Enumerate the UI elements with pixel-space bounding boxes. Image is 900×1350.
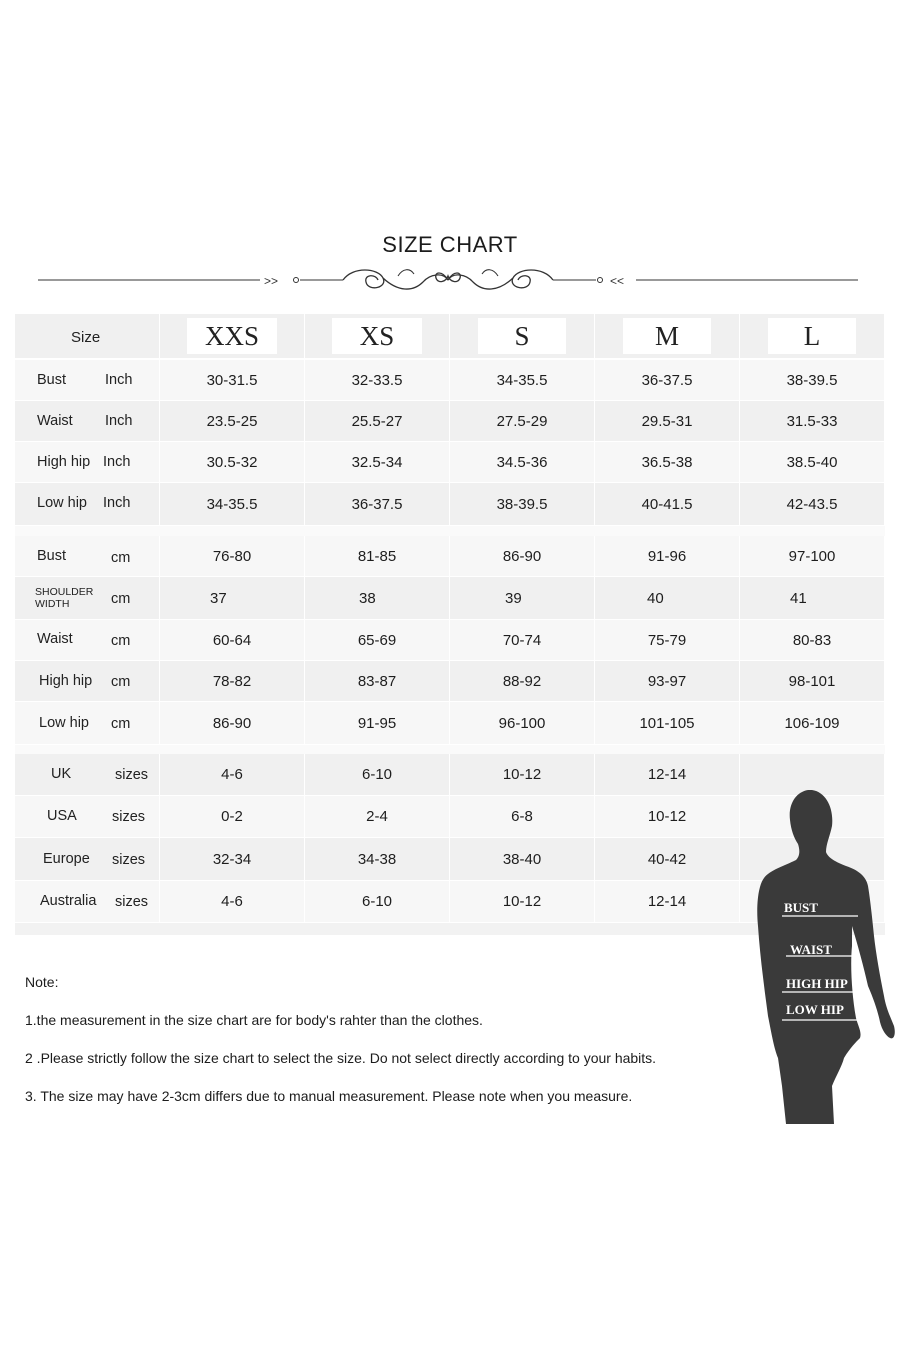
table-row [15, 577, 885, 619]
divider-left-mark: >> [264, 274, 279, 288]
row-unit: sizes [112, 809, 146, 825]
table-cell: 6-10 [305, 754, 450, 795]
table-cell: 32.5-34 [305, 442, 450, 482]
table-cell: 36-37.5 [305, 483, 450, 525]
section-gap [15, 526, 885, 536]
table-cell: 37 [160, 577, 305, 619]
table-cell: 12-14 [595, 881, 740, 922]
row-unit: cm [111, 716, 131, 732]
table-cell: 36.5-38 [595, 442, 740, 482]
table-cell: 10-12 [450, 881, 595, 922]
row-label: Low hip [39, 715, 89, 731]
table-cell: 41 [740, 577, 885, 619]
figure-label-bust: BUST [784, 900, 818, 915]
body-silhouette [757, 790, 895, 1124]
table-cell: 12-14 [595, 754, 740, 795]
size-header-xxs: XXS [187, 318, 277, 354]
divider-right-mark: << [610, 274, 625, 288]
table-cell: 106-109 [740, 702, 885, 744]
table-cell: 96-100 [450, 702, 595, 744]
row-label: Australia [40, 893, 97, 909]
size-header-xs: XS [332, 318, 423, 354]
table-cell: 36-37.5 [595, 360, 740, 400]
row-label: Europe [43, 851, 90, 867]
table-row [15, 620, 885, 660]
table-cell: 6-8 [450, 796, 595, 837]
table-cell: 34.5-36 [450, 442, 595, 482]
figure-label-waist: WAIST [790, 942, 832, 957]
table-cell: 38-40 [450, 838, 595, 880]
row-unit: cm [111, 591, 131, 607]
table-cell: 6-10 [305, 881, 450, 922]
row-label: Low hip [37, 495, 87, 511]
header-size-label: Size [71, 329, 101, 346]
row-unit: Inch [103, 495, 131, 511]
figure-label-low-hip: LOW HIP [786, 1002, 844, 1017]
row-label: USA [47, 808, 77, 824]
table-cell: 34-38 [305, 838, 450, 880]
row-unit: sizes [115, 767, 149, 783]
table-cell: 0-2 [160, 796, 305, 837]
row-label: Waist [37, 631, 73, 647]
table-cell: 32-33.5 [305, 360, 450, 400]
row-label: SHOULDER WIDTH [35, 586, 94, 610]
table-cell: 70-74 [450, 620, 595, 660]
table-cell: 60-64 [160, 620, 305, 660]
row-label: Bust [37, 372, 67, 388]
table-cell: 75-79 [595, 620, 740, 660]
row-unit: sizes [112, 852, 146, 868]
table-cell: 65-69 [305, 620, 450, 660]
row-label: High hip [39, 673, 93, 689]
table-cell: 88-92 [450, 661, 595, 701]
size-header-s: S [478, 318, 565, 354]
table-row [15, 661, 885, 701]
table-cell: 83-87 [305, 661, 450, 701]
table-cell: 27.5-29 [450, 401, 595, 441]
table-cell: 80-83 [740, 620, 885, 660]
table-cell: 25.5-27 [305, 401, 450, 441]
table-cell: 10-12 [450, 754, 595, 795]
table-row [15, 360, 885, 400]
note-item: 1.the measurement in the size chart are for body's rahter than the clothes. [25, 1012, 483, 1028]
row-unit: Inch [105, 413, 133, 429]
table-cell: 4-6 [160, 754, 305, 795]
figure-label-high-hip: HIGH HIP [786, 976, 848, 991]
table-cell: 93-97 [595, 661, 740, 701]
table-cell: 34-35.5 [160, 483, 305, 525]
table-cell: 101-105 [595, 702, 740, 744]
table-cell: 38.5-40 [740, 442, 885, 482]
table-cell: 81-85 [305, 536, 450, 576]
table-cell: 30-31.5 [160, 360, 305, 400]
table-cell: 34-35.5 [450, 360, 595, 400]
table-cell: 32-34 [160, 838, 305, 880]
table-cell: 40-41.5 [595, 483, 740, 525]
notes-heading: Note: [25, 974, 59, 990]
table-cell: 86-90 [160, 702, 305, 744]
size-header-m: M [623, 318, 711, 354]
table-row [15, 483, 885, 525]
table-cell: 4-6 [160, 881, 305, 922]
table-cell: 78-82 [160, 661, 305, 701]
table-cell: 2-4 [305, 796, 450, 837]
row-unit: Inch [103, 454, 131, 470]
row-label: UK [51, 766, 72, 782]
body-measurement-figure-icon [748, 786, 898, 1126]
row-unit: cm [111, 633, 131, 649]
row-unit: cm [111, 550, 131, 566]
table-cell: 91-95 [305, 702, 450, 744]
table-row [15, 536, 885, 576]
table-cell: 29.5-31 [595, 401, 740, 441]
row-unit: sizes [115, 894, 149, 910]
table-cell: 91-96 [595, 536, 740, 576]
size-header-l: L [768, 318, 857, 354]
table-cell: 23.5-25 [160, 401, 305, 441]
table-cell: 38-39.5 [740, 360, 885, 400]
table-row [15, 442, 885, 482]
table-cell: 30.5-32 [160, 442, 305, 482]
table-header-row [15, 314, 885, 358]
table-cell: 10-12 [595, 796, 740, 837]
table-row [15, 702, 885, 744]
table-cell: 97-100 [740, 536, 885, 576]
table-cell: 40 [595, 577, 740, 619]
table-cell: 31.5-33 [740, 401, 885, 441]
table-row [15, 401, 885, 441]
section-gap [15, 745, 885, 754]
row-label: Waist [37, 413, 73, 429]
table-cell: 42-43.5 [740, 483, 885, 525]
table-cell: 76-80 [160, 536, 305, 576]
table-cell: 38-39.5 [450, 483, 595, 525]
row-unit: cm [111, 674, 131, 690]
table-cell: 86-90 [450, 536, 595, 576]
table-cell: 40-42 [595, 838, 740, 880]
row-label: High hip [37, 454, 91, 470]
table-cell: 39 [450, 577, 595, 619]
ornamental-divider [38, 262, 858, 298]
table-cell: 98-101 [740, 661, 885, 701]
row-label: Bust [37, 548, 67, 564]
note-item: 2 .Please strictly follow the size chart to select the size. Do not select directly according to your habits. [25, 1050, 657, 1066]
table-cell: 38 [305, 577, 450, 619]
row-unit: Inch [105, 372, 133, 388]
note-item: 3. The size may have 2-3cm differs due to manual measurement. Please note when you measure. [25, 1088, 633, 1104]
page-title: SIZE CHART [382, 232, 518, 257]
